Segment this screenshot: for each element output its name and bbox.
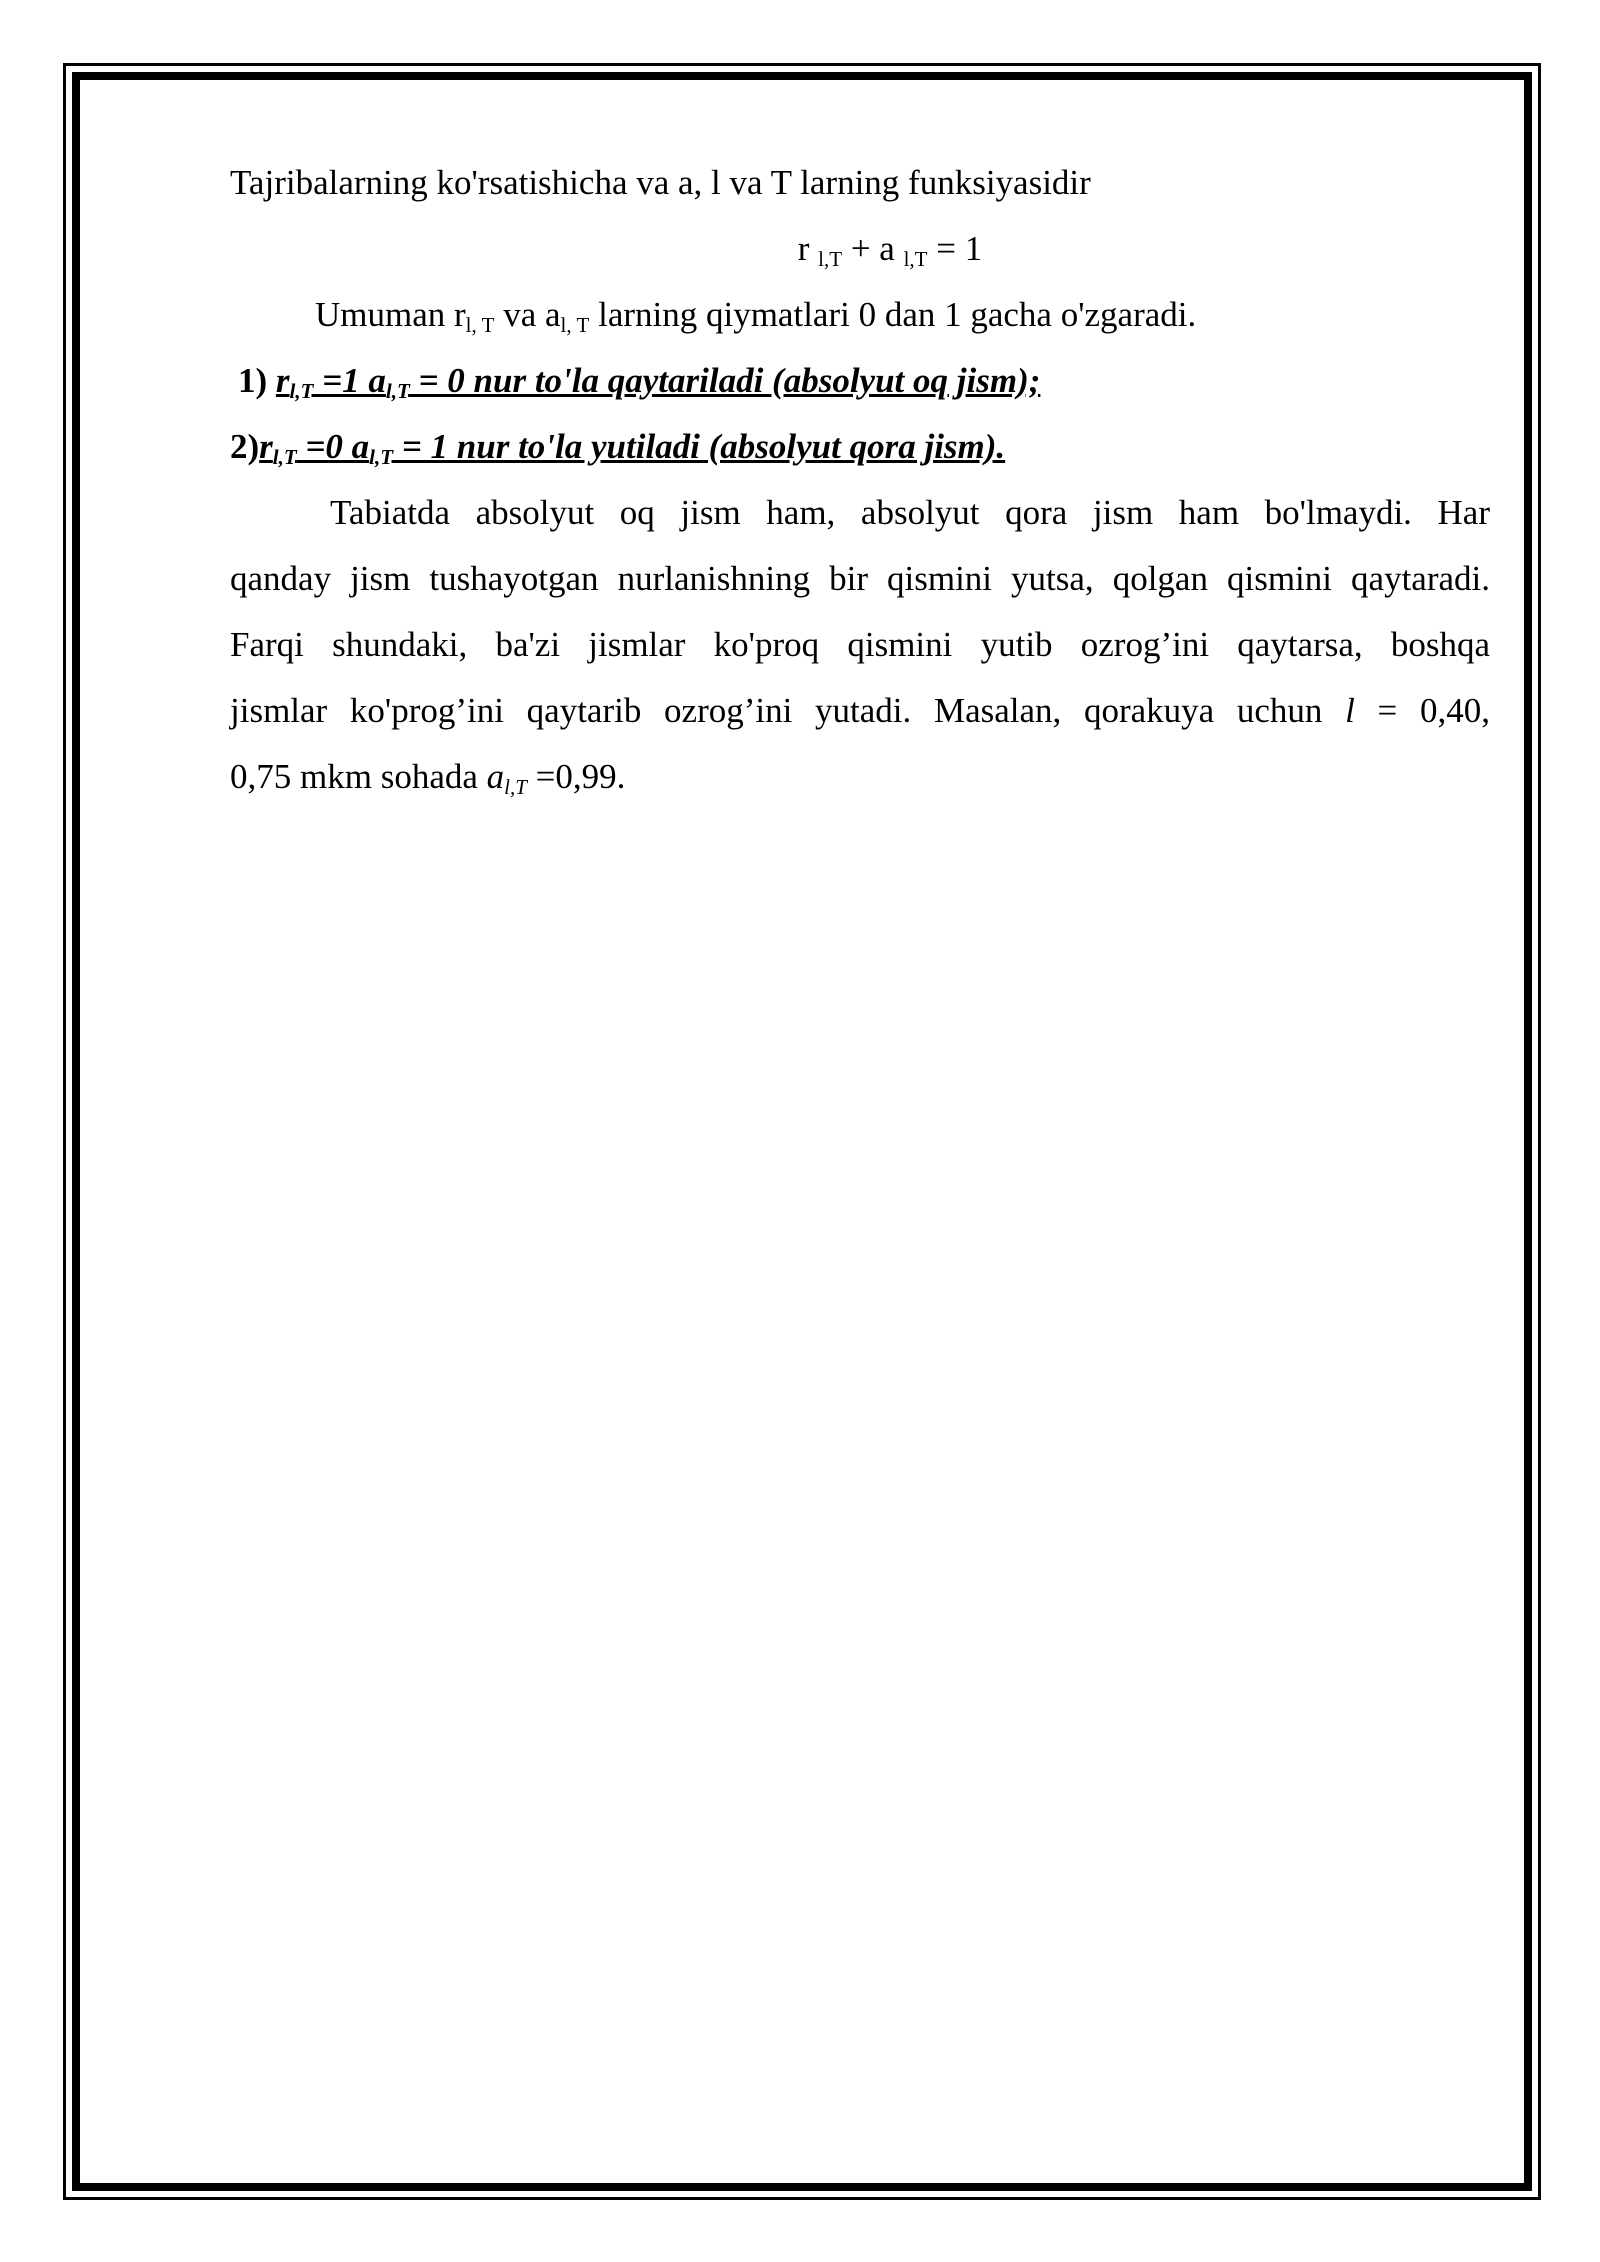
formula-line: r $_{l,T}$ + a $_{l,T}$ = 1 (797, 229, 983, 271)
paragraph-line: qanday jism tushayotgan nurlanishning bir qismini yutsa, qolgan qismini qaytaradi. (230, 559, 1490, 598)
list-item-1: 1) $r_{l,T} =1$ $a_{l,T} = 0$ nur to'la qaytariladi (absolyut oq jism); (238, 361, 1041, 403)
range-line: Umuman $r_{l, T}$ va $a_{l, T}$ larning qiymatlari 0 dan 1 gacha o'zgaradi. (315, 295, 1197, 337)
paragraph-line: 0,75 mkm sohada $a_{l,T} =0,99$. (230, 757, 626, 799)
intro-line: Tajribalarning ko'rsatishicha va a, l va T larning funksiyasidir (230, 163, 1091, 202)
paragraph-line: jismlar ko'prog’ini qaytarib ozrog’ini yutadi. Masalan, qorakuya uchun l = 0,40, (230, 691, 1490, 730)
list-item-2: $2)r_{l,T} =0$ $a_{l,T} = 1$ nur to'la yutiladi (absolyut qora jism). (230, 427, 1006, 469)
paragraph-line: Tabiatda absolyut oq jism ham, absolyut qora jism ham bo'lmaydi. Har (330, 493, 1490, 532)
body-paragraph (230, 480, 1490, 810)
document-body (230, 150, 1490, 810)
paragraph-line: Farqi shundaki, ba'zi jismlar ko'proq qismini yutib ozrog’ini qaytarsa, boshqa (230, 625, 1490, 664)
